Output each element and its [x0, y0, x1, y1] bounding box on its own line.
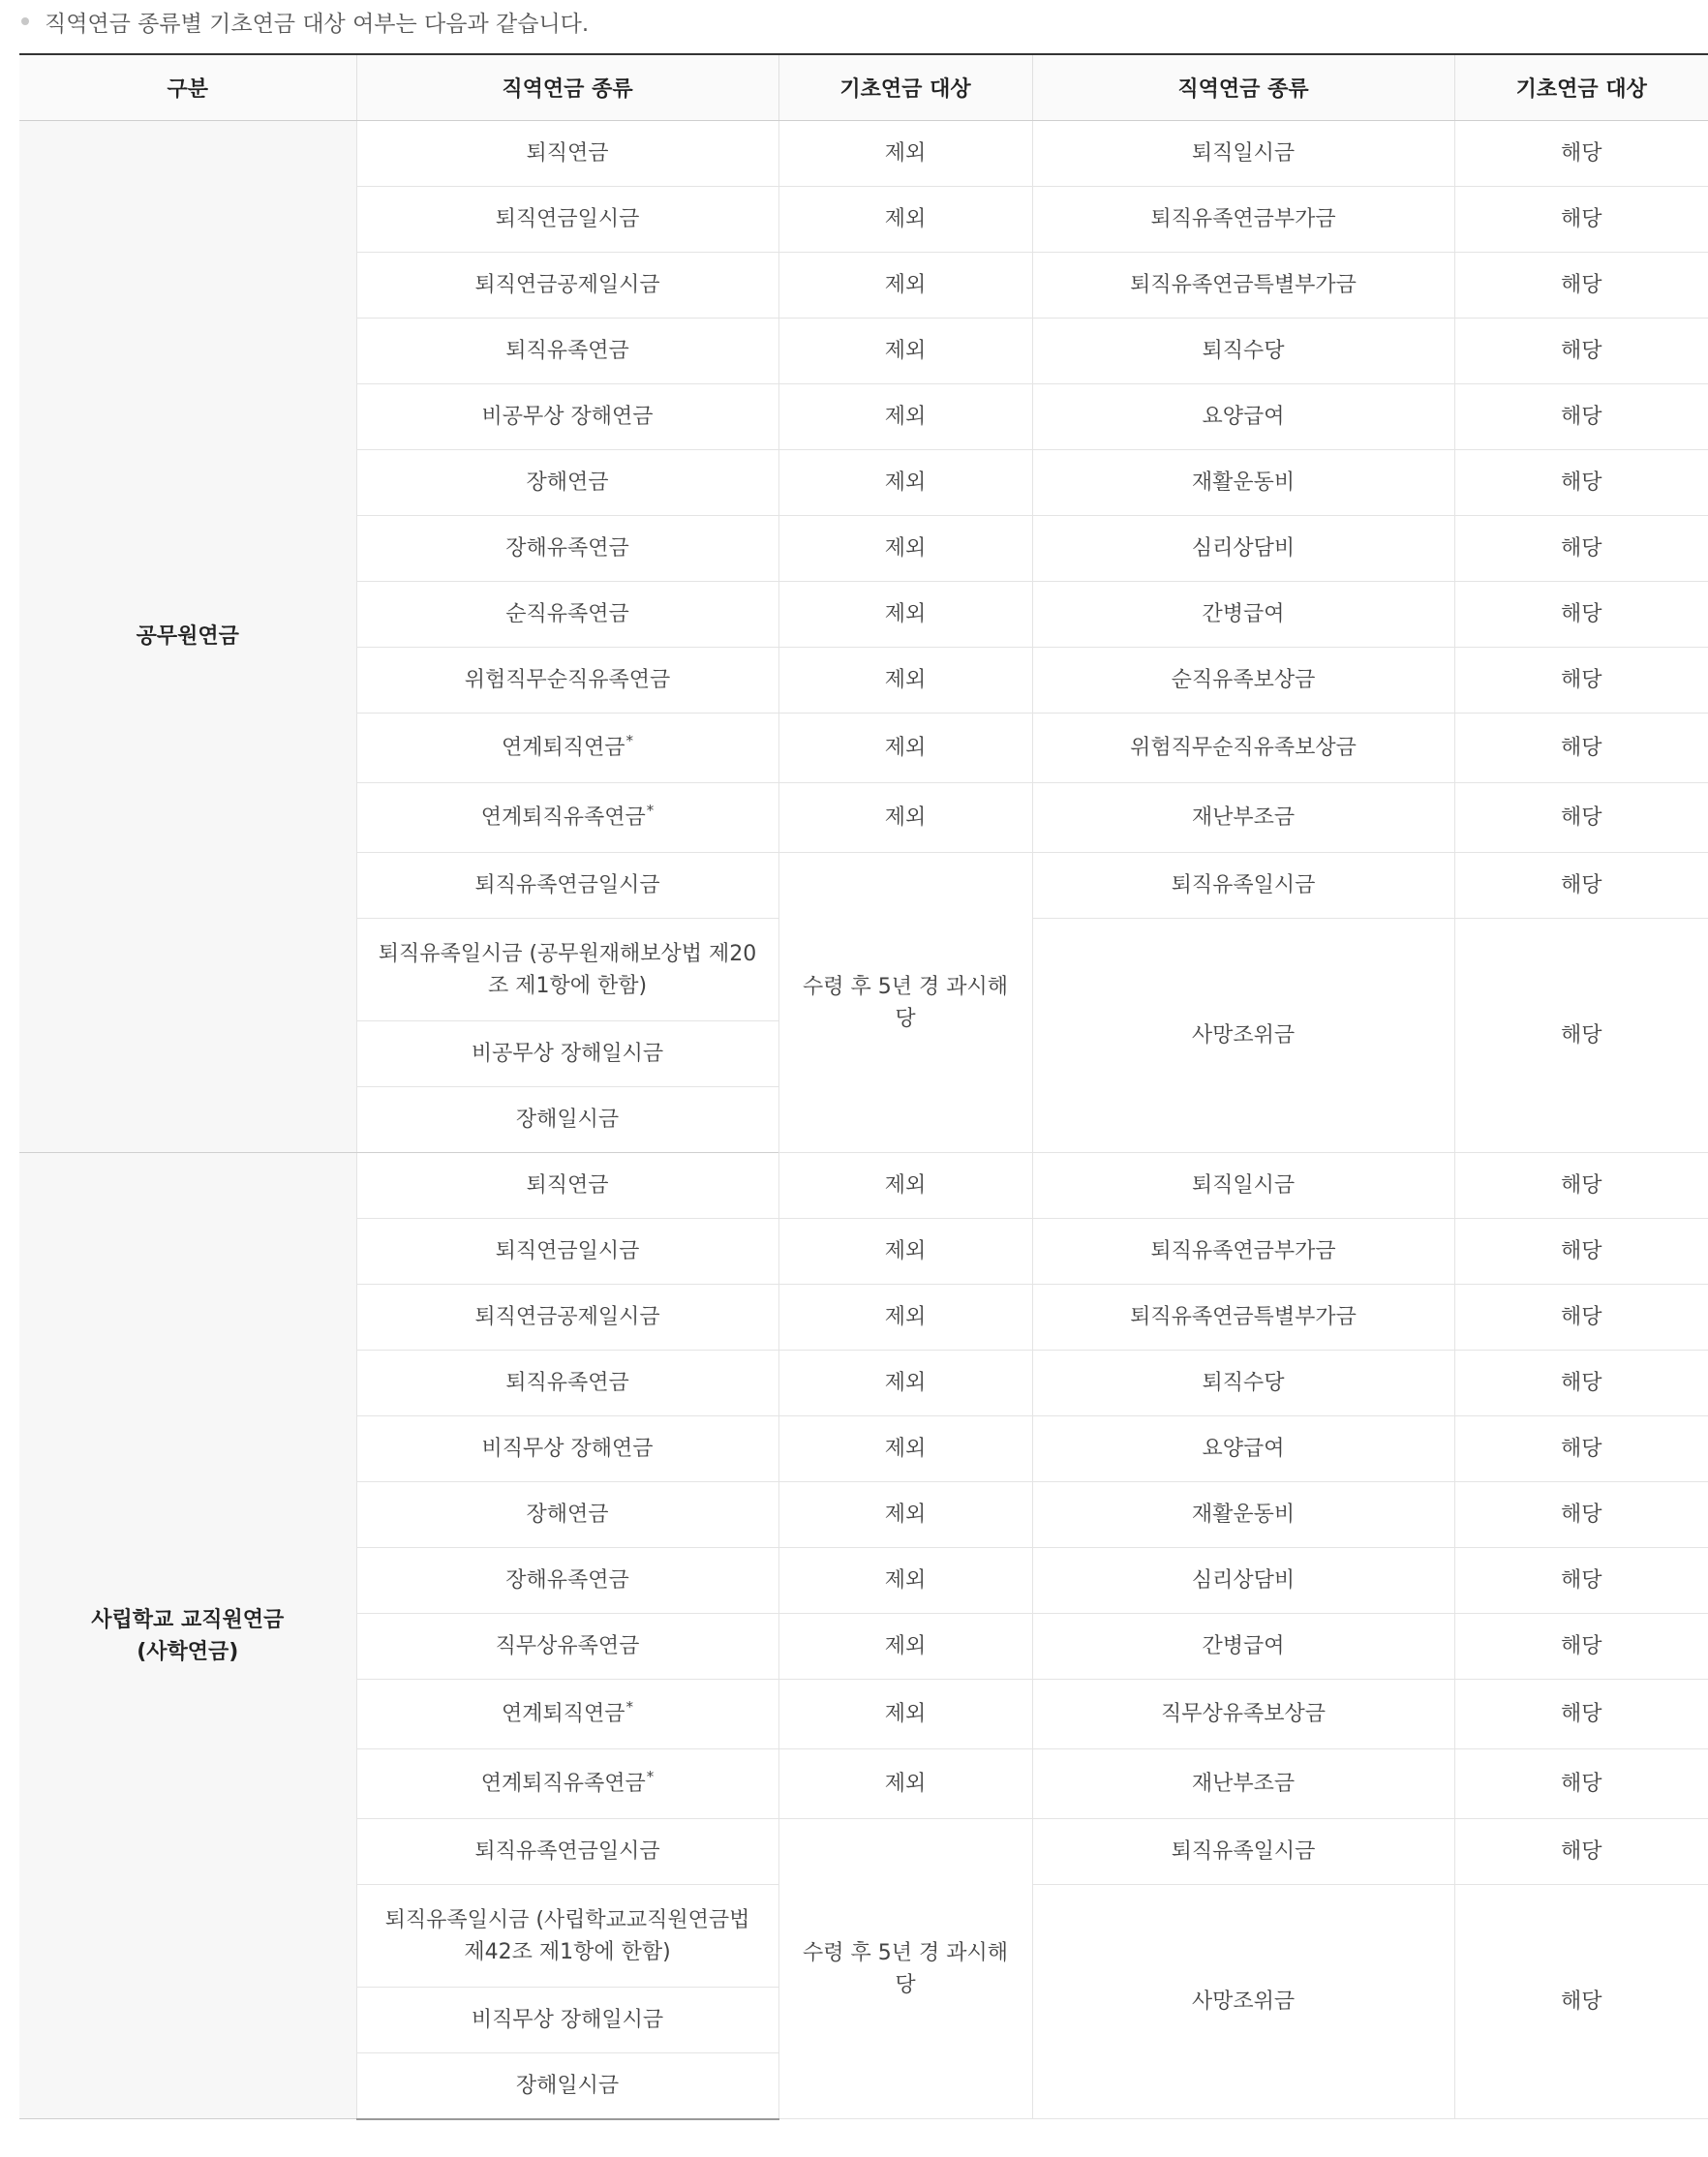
pension-type-right: 퇴직유족연금특별부가금	[1032, 253, 1454, 319]
pension-type-left: 퇴직유족연금	[356, 319, 778, 384]
pension-type-left: 연계퇴직연금*	[356, 714, 778, 783]
pension-type-right: 퇴직일시금	[1032, 1153, 1454, 1219]
pension-type-right: 퇴직수당	[1032, 319, 1454, 384]
eligibility-right: 해당	[1454, 1482, 1708, 1548]
pension-type-right: 재난부조금	[1032, 1749, 1454, 1819]
eligibility-left: 제외	[778, 714, 1032, 783]
eligibility-right: 해당	[1454, 450, 1708, 516]
eligibility-right: 해당	[1454, 187, 1708, 253]
table-body	[19, 121, 1708, 2119]
pension-type-left: 장해일시금	[356, 1087, 778, 1153]
header-row	[19, 54, 1708, 121]
eligibility-left: 제외	[778, 384, 1032, 450]
pension-type-right: 사망조위금	[1032, 1885, 1454, 2119]
pension-table	[19, 53, 1708, 2120]
eligibility-left: 제외	[778, 1548, 1032, 1614]
pension-type-right: 사망조위금	[1032, 919, 1454, 1153]
pension-type-left: 연계퇴직연금*	[356, 1680, 778, 1749]
eligibility-left: 제외	[778, 582, 1032, 648]
eligibility-right: 해당	[1454, 319, 1708, 384]
pension-type-left: 직무상유족연금	[356, 1614, 778, 1680]
table-row	[19, 121, 1708, 187]
footnote-mark: *	[646, 1768, 655, 1785]
pension-type-left: 비공무상 장해연금	[356, 384, 778, 450]
pension-type-right: 요양급여	[1032, 384, 1454, 450]
eligibility-right: 해당	[1454, 1416, 1708, 1482]
pension-type-left: 장해일시금	[356, 2053, 778, 2119]
pension-type-right: 재난부조금	[1032, 783, 1454, 853]
footnote-mark: *	[646, 802, 655, 819]
pension-type-left: 장해연금	[356, 450, 778, 516]
eligibility-left: 제외	[778, 648, 1032, 714]
pension-type-left: 퇴직연금일시금	[356, 187, 778, 253]
eligibility-right: 해당	[1454, 853, 1708, 919]
pension-type-left: 퇴직유족일시금 (공무원재해보상법 제20조 제1항에 한함)	[356, 919, 778, 1021]
pension-type-right: 재활운동비	[1032, 1482, 1454, 1548]
pension-type-right: 위험직무순직유족보상금	[1032, 714, 1454, 783]
eligibility-right: 해당	[1454, 253, 1708, 319]
pension-type-left: 퇴직연금	[356, 121, 778, 187]
pension-type-right: 퇴직유족연금부가금	[1032, 1219, 1454, 1285]
pension-type-left: 퇴직연금	[356, 1153, 778, 1219]
eligibility-right: 해당	[1454, 1614, 1708, 1680]
eligibility-right: 해당	[1454, 1219, 1708, 1285]
eligibility-left: 제외	[778, 1614, 1032, 1680]
eligibility-left: 제외	[778, 121, 1032, 187]
pension-type-left: 장해유족연금	[356, 1548, 778, 1614]
pension-type-right: 퇴직수당	[1032, 1351, 1454, 1416]
eligibility-left: 제외	[778, 1285, 1032, 1351]
pension-type-right: 요양급여	[1032, 1416, 1454, 1482]
pension-type-left: 장해유족연금	[356, 516, 778, 582]
pension-type-right: 퇴직유족일시금	[1032, 853, 1454, 919]
eligibility-right: 해당	[1454, 1285, 1708, 1351]
pension-type-right: 퇴직유족일시금	[1032, 1819, 1454, 1885]
eligibility-right: 해당	[1454, 384, 1708, 450]
pension-type-left: 위험직무순직유족연금	[356, 648, 778, 714]
pension-type-left: 장해연금	[356, 1482, 778, 1548]
pension-type-left: 퇴직유족연금	[356, 1351, 778, 1416]
eligibility-left: 제외	[778, 783, 1032, 853]
pension-type-left: 순직유족연금	[356, 582, 778, 648]
eligibility-left: 제외	[778, 187, 1032, 253]
eligibility-left: 제외	[778, 1351, 1032, 1416]
pension-type-left: 퇴직유족일시금 (사립학교교직원연금법 제42조 제1항에 한함)	[356, 1885, 778, 1988]
pension-type-left: 비공무상 장해일시금	[356, 1021, 778, 1087]
header-category: 구분	[19, 54, 356, 121]
eligibility-right: 해당	[1454, 582, 1708, 648]
pension-type-right: 심리상담비	[1032, 516, 1454, 582]
eligibility-right: 해당	[1454, 1153, 1708, 1219]
eligibility-right: 해당	[1454, 1749, 1708, 1819]
pension-type-right: 퇴직유족연금특별부가금	[1032, 1285, 1454, 1351]
footnote-mark: *	[625, 1698, 633, 1716]
pension-type-right: 재활운동비	[1032, 450, 1454, 516]
table-row	[19, 1153, 1708, 1219]
eligibility-right: 해당	[1454, 919, 1708, 1153]
eligibility-right: 해당	[1454, 121, 1708, 187]
eligibility-left: 수령 후 5년 경 과시해당	[778, 853, 1032, 1153]
eligibility-right: 해당	[1454, 1680, 1708, 1749]
eligibility-left: 제외	[778, 450, 1032, 516]
pension-type-right: 퇴직유족연금부가금	[1032, 187, 1454, 253]
pension-type-right: 직무상유족보상금	[1032, 1680, 1454, 1749]
eligibility-right: 해당	[1454, 783, 1708, 853]
eligibility-left: 제외	[778, 1482, 1032, 1548]
intro-line	[21, 4, 589, 39]
eligibility-left: 제외	[778, 1153, 1032, 1219]
pension-type-left: 퇴직연금공제일시금	[356, 253, 778, 319]
eligibility-right: 해당	[1454, 1548, 1708, 1614]
category-cell: 사립학교 교직원연금 (사학연금)	[19, 1153, 356, 2119]
eligibility-left: 제외	[778, 319, 1032, 384]
eligibility-left: 제외	[778, 1416, 1032, 1482]
eligibility-left: 제외	[778, 516, 1032, 582]
pension-type-left: 비직무상 장해연금	[356, 1416, 778, 1482]
header-pension-type-left: 직역연금 종류	[356, 54, 778, 121]
eligibility-left: 수령 후 5년 경 과시해당	[778, 1819, 1032, 2119]
pension-type-left: 비직무상 장해일시금	[356, 1988, 778, 2053]
category-cell: 공무원연금	[19, 121, 356, 1153]
eligibility-right: 해당	[1454, 516, 1708, 582]
pension-type-left: 연계퇴직유족연금*	[356, 1749, 778, 1819]
eligibility-right: 해당	[1454, 648, 1708, 714]
eligibility-left: 제외	[778, 1749, 1032, 1819]
header-pension-type-right: 직역연금 종류	[1032, 54, 1454, 121]
pension-type-right: 순직유족보상금	[1032, 648, 1454, 714]
intro-text: 직역연금 종류별 기초연금 대상 여부는 다음과 같습니다.	[45, 11, 590, 37]
pension-type-left: 연계퇴직유족연금*	[356, 783, 778, 853]
eligibility-right: 해당	[1454, 1819, 1708, 1885]
bullet-icon	[21, 17, 29, 25]
eligibility-left: 제외	[778, 253, 1032, 319]
eligibility-left: 제외	[778, 1680, 1032, 1749]
eligibility-right: 해당	[1454, 1885, 1708, 2119]
eligibility-right: 해당	[1454, 1351, 1708, 1416]
header-eligibility-right: 기초연금 대상	[1454, 54, 1708, 121]
eligibility-left: 제외	[778, 1219, 1032, 1285]
pension-type-left: 퇴직유족연금일시금	[356, 1819, 778, 1885]
pension-type-right: 퇴직일시금	[1032, 121, 1454, 187]
pension-type-left: 퇴직연금공제일시금	[356, 1285, 778, 1351]
pension-type-left: 퇴직연금일시금	[356, 1219, 778, 1285]
header-eligibility-left: 기초연금 대상	[778, 54, 1032, 121]
pension-type-right: 간병급여	[1032, 582, 1454, 648]
eligibility-right: 해당	[1454, 714, 1708, 783]
pension-type-right: 심리상담비	[1032, 1548, 1454, 1614]
pension-type-left: 퇴직유족연금일시금	[356, 853, 778, 919]
footnote-mark: *	[625, 732, 633, 749]
pension-type-right: 간병급여	[1032, 1614, 1454, 1680]
